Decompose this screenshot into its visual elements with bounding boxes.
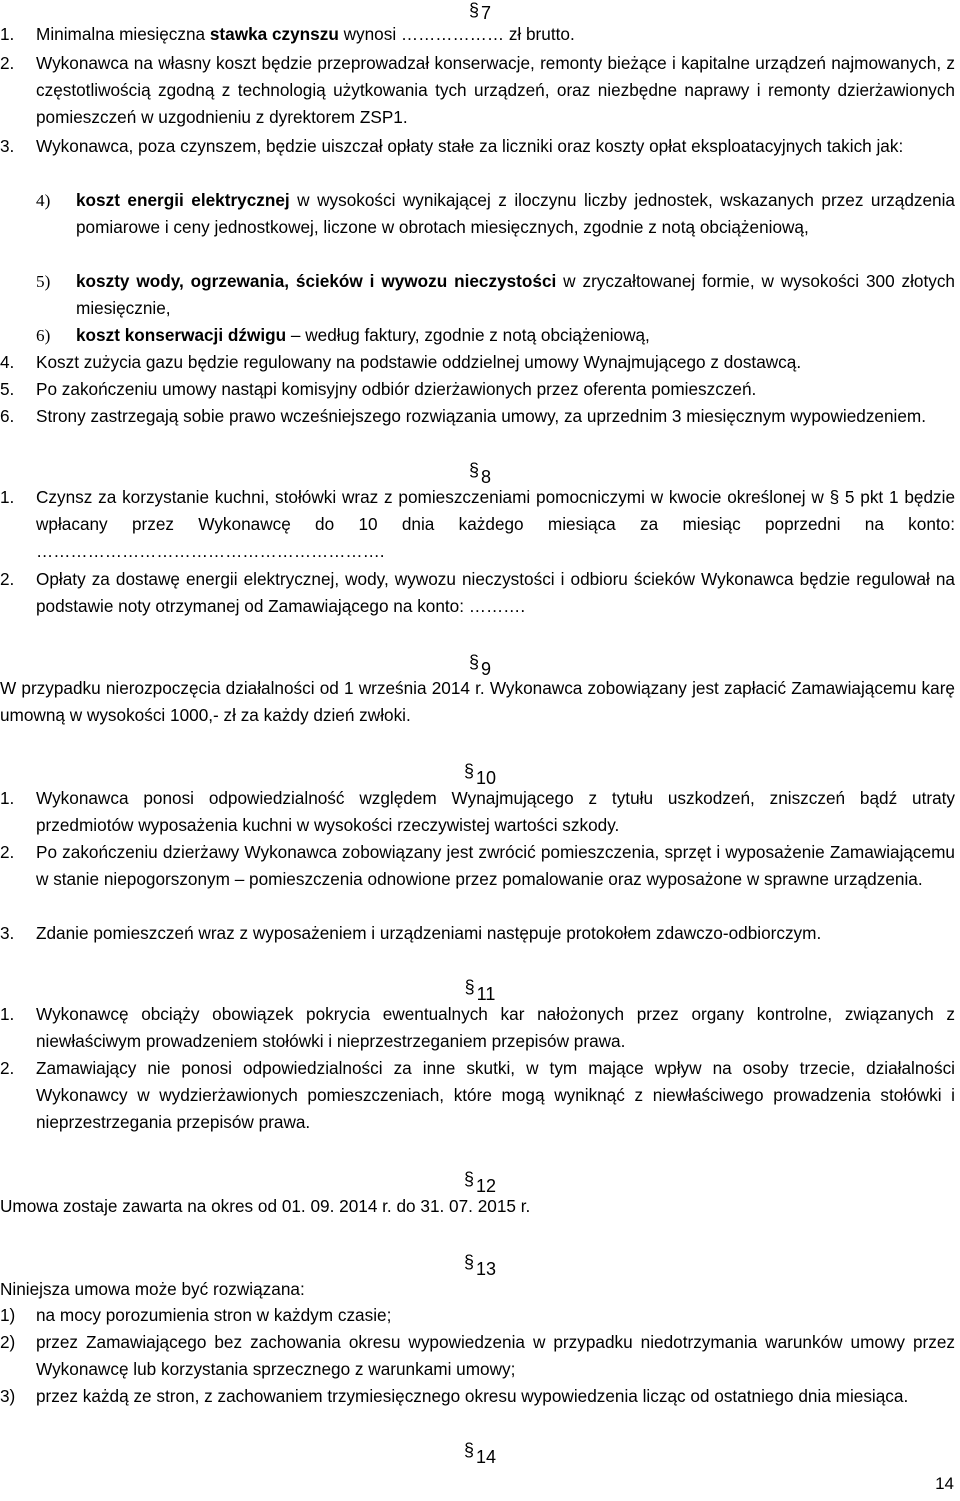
s12-paragraph: Umowa zostaje zawarta na okres od 01. 09. 2014 r. do 31. 07. 2015 r. <box>0 1196 531 1216</box>
item-number: 5. <box>0 379 15 399</box>
paragraph-sign: § <box>463 1252 474 1272</box>
section-number: 8 <box>481 467 492 487</box>
paragraph-sign: § <box>463 1440 474 1460</box>
s11-item-2: 2. Zamawiający nie ponosi odpowiedzialności za inne skutki, w tym mające wpływ na osoby trzecie, działalności Wykonawcy w wydzierżawionych pomieszczeniach, które mogą wyniknąć z niewłaściwego prowadzenia stołówki i nieprzestrzegania przepisów prawa. <box>0 1055 955 1136</box>
section-number: 14 <box>475 1447 497 1467</box>
s7-item-6: 6. Strony zastrzegają sobie prawo wcześniejszego rozwiązania umowy, za uprzednim 3 miesięcznym wypowiedzeniem. <box>0 403 955 430</box>
subitem-number: 5) <box>36 272 51 291</box>
item-number: 2. <box>0 1058 15 1078</box>
item-number: 6. <box>0 406 15 426</box>
paragraph-sign: § <box>468 652 479 672</box>
page-number: 14 <box>935 1474 954 1493</box>
paragraph-sign: § <box>463 1169 474 1189</box>
item-number: 1) <box>0 1305 16 1325</box>
item-number: 2. <box>0 569 15 589</box>
s7-item-3: 3. Wykonawca, poza czynszem, będzie uiszczał opłaty stałe za liczniki oraz koszty opłat eksploatacyjnych takich jak: <box>0 133 955 160</box>
item-number: 1. <box>0 24 15 44</box>
s13-paragraph: Niniejsza umowa może być rozwiązana: <box>0 1279 305 1299</box>
s13-item-2: 2) przez Zamawiającego bez zachowania okresu wypowiedzenia w przypadku niedotrzymania warunków umowy przez Wykonawcę lub korzystania sprzecznego z warunkami umowy; <box>0 1329 955 1383</box>
item-number: 1. <box>0 788 15 808</box>
subitem-number: 4) <box>36 191 51 210</box>
s13-item-1: 1) na mocy porozumienia stron w każdym czasie; <box>0 1302 955 1329</box>
item-number: 1. <box>0 487 15 507</box>
section-number: 12 <box>475 1176 497 1196</box>
s10-item-1: 1. Wykonawca ponosi odpowiedzialność względem Wynajmującego z tytułu uszkodzeń, zniszczeń bądź utraty przedmiotów wyposażenia kuchni w wysokości rzeczywistej wartości szkody. <box>0 785 955 839</box>
s7-subitem-4: 4) koszt energii elektrycznej w wysokości wynikającej z iloczynu liczby jednostek, wskazanych przez urządzenia pomiarowe i ceny jednostkowej, liczone w obrotach miesięcznych, zgodnie z notą obciążeniową, <box>36 187 955 241</box>
item-number: 3. <box>0 923 15 943</box>
s10-item-3: 3. Zdanie pomieszczeń wraz z wyposażeniem i urządzeniami następuje protokołem zdawczo-odbiorczym. <box>0 920 955 947</box>
s13-item-3: 3) przez każdą ze stron, z zachowaniem trzymiesięcznego okresu wypowiedzenia licząc od ostatniego dnia miesiąca. <box>0 1383 955 1410</box>
s8-item-1: 1. Czynsz za korzystanie kuchni, stołówki wraz z pomieszczeniami pomocniczymi w kwocie określonej w § 5 pkt 1 będzie wpłacany przez Wykonawcę do 10 dnia każdego miesiąca za miesiąc poprzedni na konto: ……………………………………………………. <box>0 484 955 565</box>
s8-item-2: 2. Opłaty za dostawę energii elektrycznej, wody, wywozu nieczystości i odbioru ścieków Wykonawca będzie regulował na podstawie noty otrzymanej od Zamawiającego na konto: ………. <box>0 566 955 620</box>
item-number: 2. <box>0 53 15 73</box>
s7-item-4: 4. Koszt zużycia gazu będzie regulowany na podstawie oddzielnej umowy Wynajmującego z dostawcą. <box>0 349 955 376</box>
s11-item-1: 1. Wykonawcę obciąży obowiązek pokrycia ewentualnych kar nałożonych przez organy kontrolne, związanych z niewłaściwym prowadzeniem stołówki i nieprzestrzeganiem przepisów prawa. <box>0 1001 955 1055</box>
s7-item-1: 1. Minimalna miesięczna stawka czynszu wynosi ……………… zł brutto. <box>0 21 955 48</box>
item-number: 3) <box>0 1386 16 1406</box>
section-number: 7 <box>481 3 492 23</box>
subitem-number: 6) <box>36 326 51 345</box>
s7-subitem-6: 6) koszt konserwacji dźwigu – według faktury, zgodnie z notą obciążeniową, <box>36 322 955 349</box>
item-number: 2) <box>0 1332 16 1352</box>
item-number: 1. <box>0 1004 15 1024</box>
s7-item-5: 5. Po zakończeniu umowy nastąpi komisyjny odbiór dzierżawionych przez oferenta pomieszczeń. <box>0 376 955 403</box>
section-14-heading <box>0 1438 960 1469</box>
item-number: 4. <box>0 352 15 372</box>
s7-subitem-5: 5) koszty wody, ogrzewania, ścieków i wywozu nieczystości w zryczałtowanej formie, w wysokości 300 złotych miesięcznie, <box>36 268 955 322</box>
s7-item-2: 2. Wykonawca na własny koszt będzie przeprowadzał konserwacje, remonty bieżące i kapitalne urządzeń najmowanych, z częstotliwością zgodną z technologią użytkowania tych urządzeń, oraz niezbędne naprawy i remonty dzierżawionych pomieszczeń w uzgodnieniu z dyrektorem ZSP1. <box>0 50 955 131</box>
section-number: 10 <box>475 768 497 788</box>
paragraph-sign: § <box>463 761 474 781</box>
paragraph-sign: § <box>464 977 475 997</box>
s10-item-2: 2. Po zakończeniu dzierżawy Wykonawca zobowiązany jest zwrócić pomieszczenia, sprzęt i wyposażenie Zamawiającemu w stanie niepogorszonym – pomieszczenia odnowione przez pomalowanie oraz wyposażone w sprawne urządzenia. <box>0 839 955 893</box>
section-number: 11 <box>476 984 496 1004</box>
paragraph-sign: § <box>468 460 479 480</box>
s9-paragraph: W przypadku nierozpoczęcia działalności od 1 września 2014 r. Wykonawca zobowiązany jest zapłacić Zamawiającemu karę umowną w wysokości 1000,- zł za każdy dzień zwłoki. <box>0 678 955 725</box>
item-number: 2. <box>0 842 15 862</box>
paragraph-sign: § <box>468 0 479 20</box>
section-number: 13 <box>475 1259 497 1279</box>
section-number: 9 <box>481 659 492 679</box>
item-number: 3. <box>0 136 15 156</box>
